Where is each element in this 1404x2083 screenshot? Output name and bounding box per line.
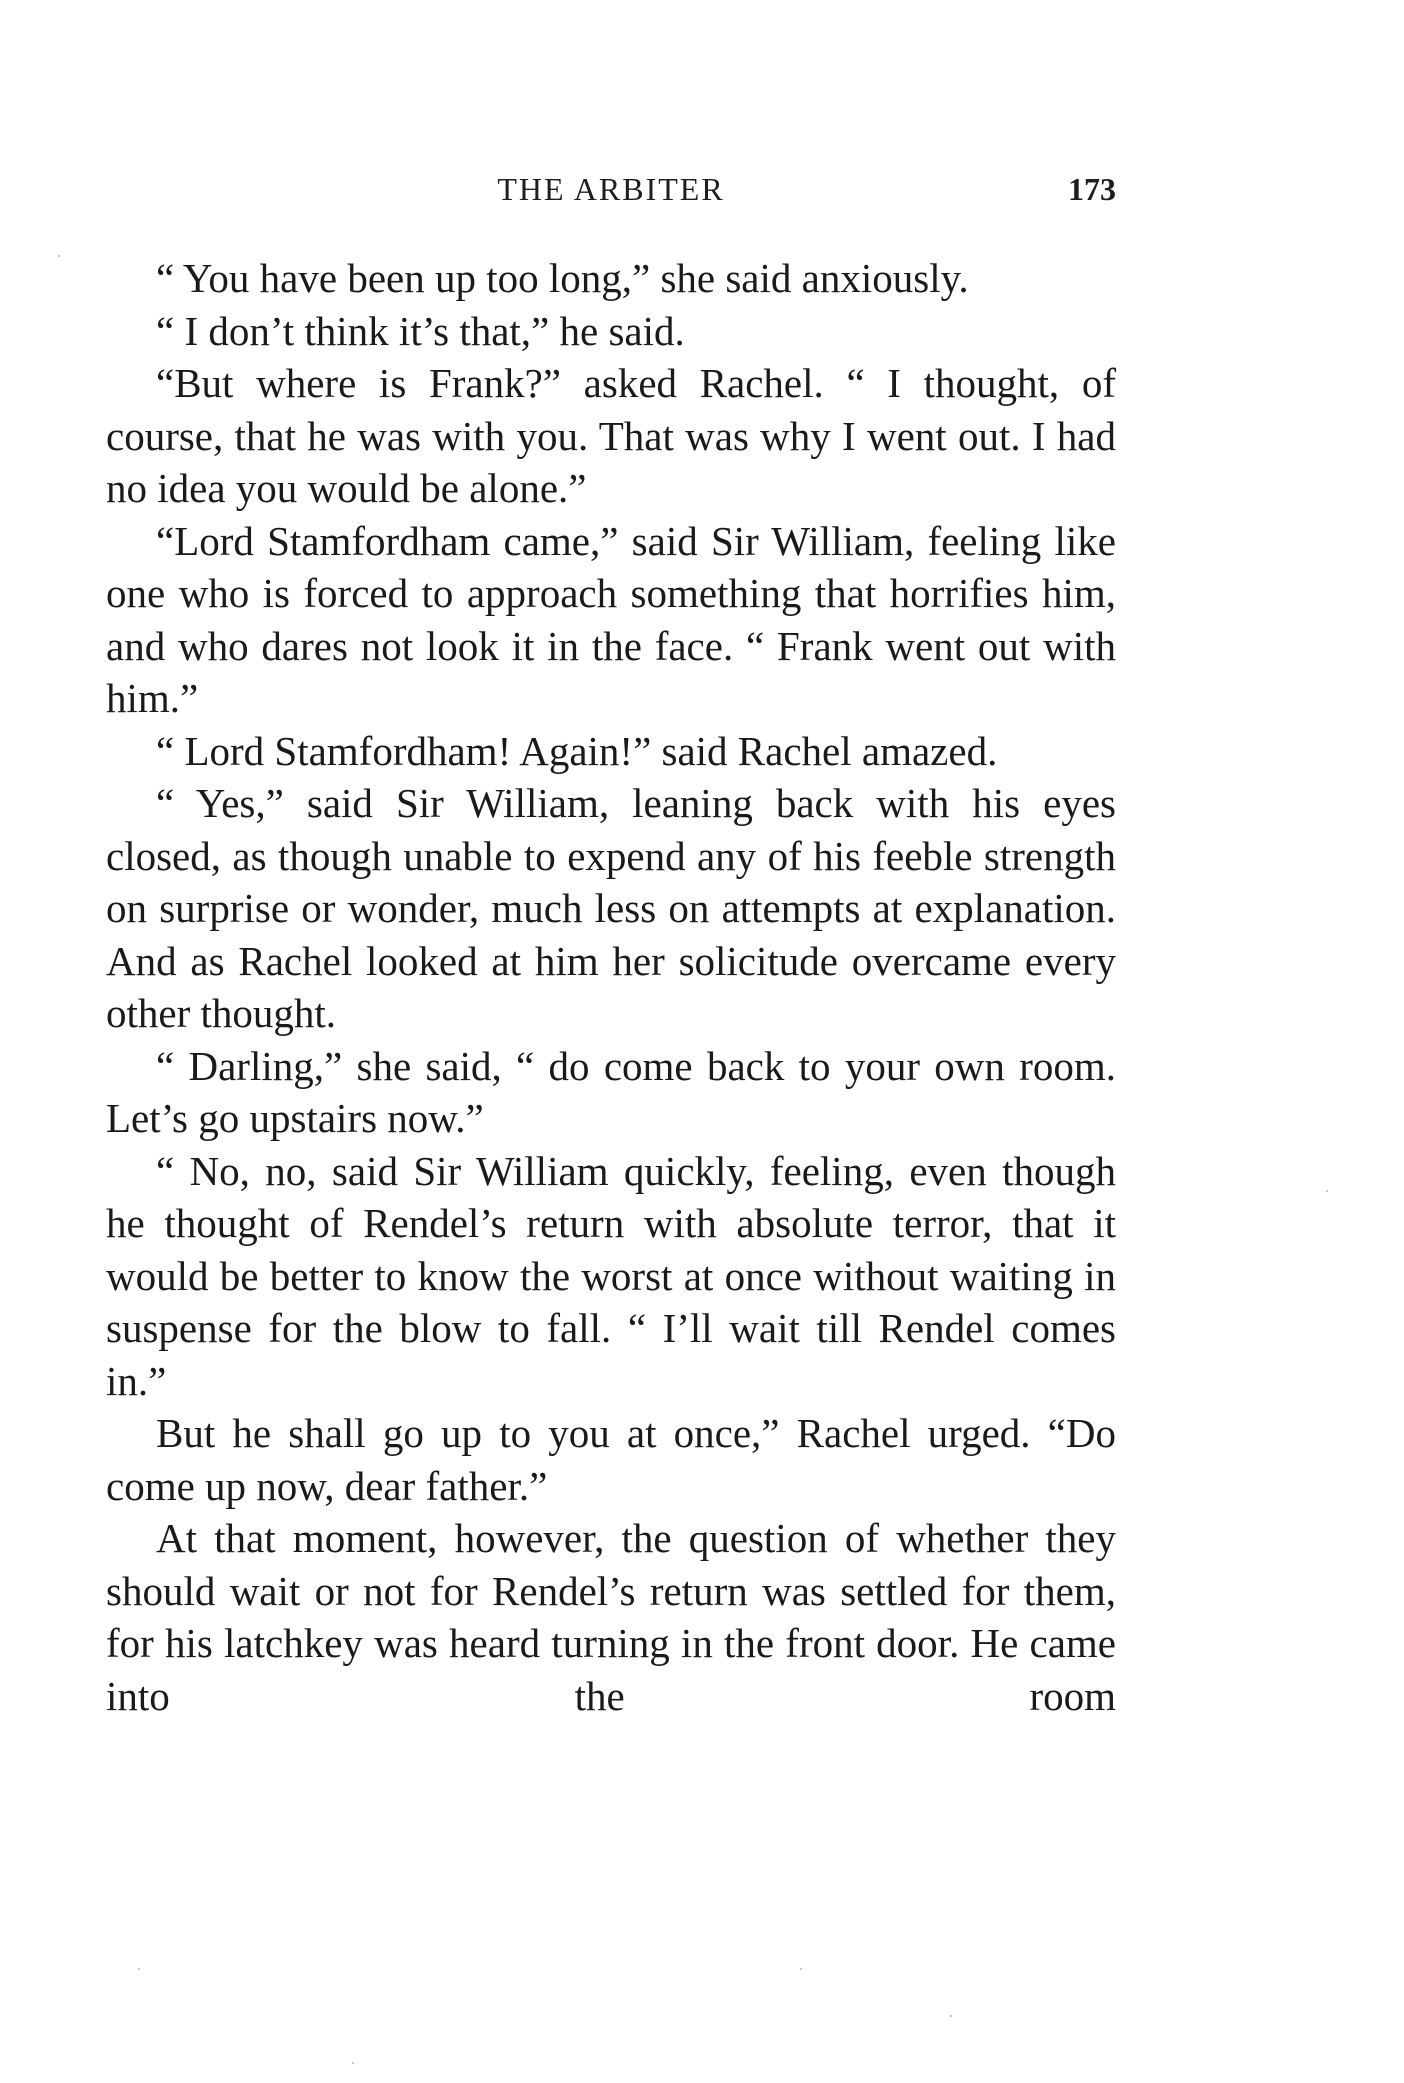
paragraph: “ I don’t think it’s that,” he said. [156, 307, 685, 354]
paper-speck [1326, 1190, 1328, 1192]
paragraph: “ Lord Stamfordham! Again!” said Rachel amazed. [156, 727, 998, 774]
page-number: 173 [1068, 171, 1116, 207]
paragraph-continued: At that moment, however, the question of whether they should wait or not for Rendel’s return was settled for them, for his latchkey was heard turning in the front door. He came into the room [106, 1515, 1116, 1719]
paragraph: But he shall go up to you at once,” Rachel urged. “Do come up now, dear father.” [106, 1410, 1116, 1509]
paragraph: “ You have been up too long,” she said anxiously. [156, 255, 969, 301]
paper-speck [138, 1968, 140, 1970]
paragraph: “ Darling,” she said, “ do come back to your own room. Let’s go upstairs now.” [106, 1042, 1116, 1141]
paragraph: “ Yes,” said Sir William, leaning back with his eyes closed, as though unable to expend any of his feeble strength on surprise or wonder, much less on attempts at explanation. And as Rachel looked at him her solicitude overcame every other thought. [106, 780, 1116, 1036]
running-head [106, 165, 1116, 225]
paper-speck [58, 255, 60, 257]
paper-speck [950, 2015, 952, 2017]
body-text [106, 252, 1116, 1722]
paragraph: “Lord Stamfordham came,” said Sir William, feeling like one who is forced to approach something that horrifies him, and who dares not look it in the face. “ Frank went out with him.” [106, 517, 1116, 721]
running-title: THE ARBITER [497, 171, 725, 207]
paragraph: “But where is Frank?” asked Rachel. “ I thought, of course, that he was with you. That was why I went out. I had no idea you would be alone.” [106, 360, 1116, 511]
paragraph: “ No, no, said Sir William quickly, feeling, even though he thought of Rendel’s return with absolute terror, that it would be better to know the worst at once without waiting in suspense for the blow to fall. “ I’ll wait till Rendel comes in.” [106, 1147, 1116, 1404]
paper-speck [800, 1968, 802, 1970]
paper-speck [352, 2062, 354, 2064]
